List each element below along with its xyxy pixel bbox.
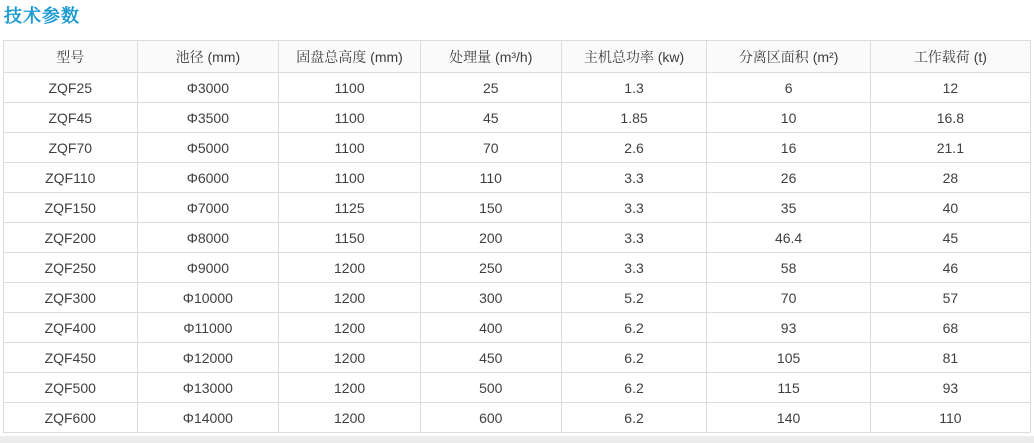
table-cell: 46 [870, 253, 1030, 283]
table-cell: ZQF110 [4, 163, 138, 193]
table-cell: 16 [707, 133, 870, 163]
table-cell: Φ6000 [137, 163, 279, 193]
table-cell: 6.2 [561, 373, 707, 403]
table-cell: 40 [870, 193, 1030, 223]
table-cell: 1200 [279, 373, 421, 403]
table-cell: 250 [420, 253, 561, 283]
table-cell: 200 [420, 223, 561, 253]
table-cell: 46.4 [707, 223, 870, 253]
table-cell: 1200 [279, 403, 421, 433]
table-cell: 70 [420, 133, 561, 163]
table-row [4, 283, 1031, 313]
table-cell: Φ14000 [137, 403, 279, 433]
table-cell: 1125 [279, 193, 421, 223]
table-cell: 600 [420, 403, 561, 433]
table-cell: Φ9000 [137, 253, 279, 283]
table-cell: 110 [420, 163, 561, 193]
table-row [4, 163, 1031, 193]
table-row [4, 193, 1031, 223]
table-cell: 3.3 [561, 193, 707, 223]
table-cell: 1200 [279, 253, 421, 283]
table-cell: 45 [870, 223, 1030, 253]
table-cell: 2.6 [561, 133, 707, 163]
table-cell: 3.3 [561, 223, 707, 253]
table-cell: 45 [420, 103, 561, 133]
table-cell: Φ10000 [137, 283, 279, 313]
table-cell: Φ3500 [137, 103, 279, 133]
column-header-pool-diameter: 池径 (mm) [137, 41, 279, 73]
column-header-separation-area: 分离区面积 (m²) [707, 41, 870, 73]
table-cell: 1200 [279, 313, 421, 343]
table-row [4, 223, 1031, 253]
table-cell: 70 [707, 283, 870, 313]
table-cell: Φ11000 [137, 313, 279, 343]
table-cell: 10 [707, 103, 870, 133]
table-cell: 28 [870, 163, 1030, 193]
table-cell: 1150 [279, 223, 421, 253]
table-cell: ZQF25 [4, 73, 138, 103]
table-cell: 25 [420, 73, 561, 103]
table-cell: Φ13000 [137, 373, 279, 403]
table-row [4, 73, 1031, 103]
table-cell: 450 [420, 343, 561, 373]
table-header-row [4, 41, 1031, 73]
table-row [4, 253, 1031, 283]
table-row [4, 343, 1031, 373]
table-cell: ZQF500 [4, 373, 138, 403]
table-row [4, 373, 1031, 403]
table-cell: ZQF450 [4, 343, 138, 373]
table-cell: 110 [870, 403, 1030, 433]
table-cell: ZQF250 [4, 253, 138, 283]
table-cell: 105 [707, 343, 870, 373]
table-cell: 21.1 [870, 133, 1030, 163]
section-title: 技术参数 [4, 6, 80, 26]
column-header-capacity: 处理量 (m³/h) [420, 41, 561, 73]
table-cell: ZQF200 [4, 223, 138, 253]
table-cell: 1100 [279, 73, 421, 103]
table-cell: 140 [707, 403, 870, 433]
table-cell: ZQF300 [4, 283, 138, 313]
table-cell: 150 [420, 193, 561, 223]
table-row [4, 403, 1031, 433]
table-cell: 1200 [279, 343, 421, 373]
table-row [4, 103, 1031, 133]
table-cell: 6 [707, 73, 870, 103]
table-cell: Φ3000 [137, 73, 279, 103]
table-cell: 93 [870, 373, 1030, 403]
table-cell: 6.2 [561, 343, 707, 373]
table-cell: ZQF600 [4, 403, 138, 433]
table-cell: ZQF150 [4, 193, 138, 223]
column-header-working-load: 工作载荷 (t) [870, 41, 1030, 73]
spec-table [3, 40, 1031, 433]
table-cell: 12 [870, 73, 1030, 103]
table-cell: 81 [870, 343, 1030, 373]
table-cell: 1100 [279, 163, 421, 193]
table-cell: 1100 [279, 133, 421, 163]
table-cell: Φ7000 [137, 193, 279, 223]
table-cell: 115 [707, 373, 870, 403]
table-cell: 58 [707, 253, 870, 283]
table-cell: 1.85 [561, 103, 707, 133]
column-header-model: 型号 [4, 41, 138, 73]
table-cell: ZQF400 [4, 313, 138, 343]
table-cell: 3.3 [561, 253, 707, 283]
table-cell: 26 [707, 163, 870, 193]
table-cell: 1100 [279, 103, 421, 133]
table-cell: 16.8 [870, 103, 1030, 133]
table-cell: 1.3 [561, 73, 707, 103]
table-cell: 57 [870, 283, 1030, 313]
table-row [4, 133, 1031, 163]
table-cell: 93 [707, 313, 870, 343]
table-cell: 3.3 [561, 163, 707, 193]
table-cell: 1200 [279, 283, 421, 313]
section-divider [0, 436, 1034, 443]
column-header-main-power: 主机总功率 (kw) [561, 41, 707, 73]
table-cell: 35 [707, 193, 870, 223]
table-cell: 6.2 [561, 403, 707, 433]
table-row [4, 313, 1031, 343]
table-cell: Φ8000 [137, 223, 279, 253]
table-cell: Φ5000 [137, 133, 279, 163]
table-cell: Φ12000 [137, 343, 279, 373]
table-cell: 400 [420, 313, 561, 343]
table-cell: ZQF45 [4, 103, 138, 133]
table-cell: 6.2 [561, 313, 707, 343]
table-cell: 68 [870, 313, 1030, 343]
table-cell: 5.2 [561, 283, 707, 313]
column-header-disc-height: 固盘总高度 (mm) [279, 41, 421, 73]
table-cell: 300 [420, 283, 561, 313]
table-cell: 500 [420, 373, 561, 403]
table-cell: ZQF70 [4, 133, 138, 163]
